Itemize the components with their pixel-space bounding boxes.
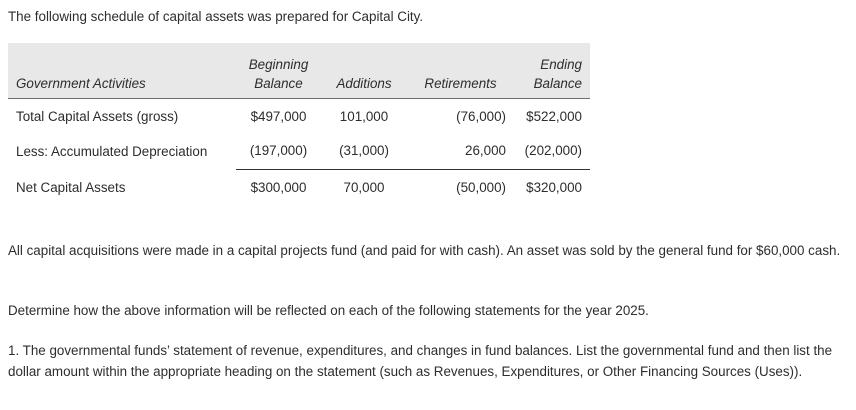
row-label: Net Capital Assets — [16, 179, 126, 195]
paragraph-acquisitions: All capital acquisitions were made in a capital projects fund (and paid for with cash). An asset was sold by the general fund for $60,000 cash. — [8, 243, 841, 258]
header-label: Additions — [336, 76, 392, 91]
retirements-cell — [407, 134, 514, 170]
header-label: Government Activities — [16, 76, 146, 91]
cell-value: (202,000) — [524, 143, 582, 158]
header-label: Beginning — [248, 57, 309, 72]
additions-cell — [321, 134, 407, 170]
retirements-cell: (76,000) — [456, 109, 506, 124]
header-label: Ending — [540, 57, 582, 72]
retirements-cell: (50,000) — [456, 180, 506, 195]
header-label: Balance — [533, 76, 582, 91]
header-ending-balance — [514, 43, 590, 99]
table-row — [8, 134, 590, 170]
header-label: Balance — [254, 76, 303, 91]
row-label: Less: Accumulated Depreciation — [16, 144, 208, 160]
cell-value: (31,000) — [339, 143, 389, 158]
intro-text: The following schedule of capital assets was prepared for Capital City. — [8, 9, 424, 24]
paragraph-instructions: Determine how the above information will be reflected on each of the following statements for the year 2025. — [8, 303, 649, 318]
table-header-row — [8, 43, 590, 99]
beginning-balance-cell — [236, 134, 321, 170]
additions-cell: 70,000 — [343, 180, 385, 195]
header-beginning-balance — [236, 43, 321, 99]
row-label: Total Capital Assets (gross) — [16, 109, 179, 124]
additions-cell: 101,000 — [339, 109, 389, 124]
capital-assets-schedule — [8, 43, 590, 205]
beginning-balance-cell: $497,000 — [250, 109, 307, 124]
ending-balance-cell — [514, 134, 590, 170]
header-retirements — [407, 43, 514, 99]
cell-value: 26,000 — [465, 143, 506, 158]
ending-balance-cell: $522,000 — [526, 109, 582, 124]
paragraph-question-1: 1. The governmental funds’ statement of revenue, expenditures, and changes in fund balances. List the governmental fund and then list the dollar amount within the appropriate heading on the statement (such as Revenues, Expenditures, or Other Financing Sources (Uses)). — [8, 343, 833, 379]
table-row — [8, 99, 590, 135]
header-government-activities — [8, 43, 236, 99]
cell-value: (197,000) — [249, 143, 308, 158]
header-label: Retirements — [424, 76, 497, 91]
table-row — [8, 170, 590, 206]
ending-balance-cell: $320,000 — [526, 180, 582, 195]
beginning-balance-cell: $300,000 — [250, 180, 307, 195]
header-additions — [321, 43, 407, 99]
